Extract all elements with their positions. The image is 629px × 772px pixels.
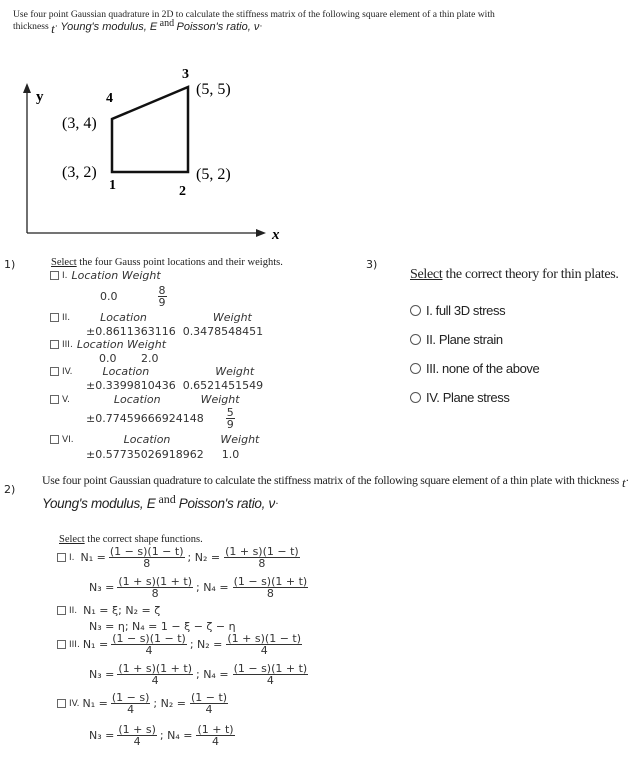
denominator: 4 (212, 735, 219, 748)
q2-option-i-row2 (89, 576, 308, 599)
q2-poisson: Poisson's ratio, ν (178, 496, 275, 511)
q1-option-i-label: I. (62, 270, 68, 281)
node-3-label: 3 (182, 67, 189, 82)
q1-option-iv-h-loc: Location (102, 365, 150, 378)
q1-option-v-weight (226, 407, 235, 430)
n3-fraction (117, 576, 193, 599)
n4-label: ; N₄ = (159, 729, 193, 742)
intro-thickness: thickness (13, 21, 49, 32)
n3-label: N₃ = (89, 729, 115, 742)
n3-label: N₃ = (89, 581, 115, 594)
q1-option-iv-label: IV. (62, 366, 73, 377)
q1-option-v-loc: ±0.77459666924148 (86, 412, 204, 425)
q2-option-ii-line1: N₁ = ξ; N₂ = ζ (83, 604, 161, 617)
node-2-coord: (5, 2) (196, 166, 231, 183)
q2-t-symbol: t (622, 475, 626, 490)
checkbox[interactable] (50, 395, 59, 404)
n1-fraction (109, 546, 185, 569)
n1-fraction (111, 692, 151, 715)
q2-youngs: Young's modulus, E (42, 496, 156, 511)
q2-option-ii-label: II. (69, 605, 78, 616)
q2-intro (42, 472, 629, 511)
q1-option-iv-values: ±0.3399810436 0.6521451549 (86, 379, 264, 392)
n2-fraction (190, 692, 228, 715)
q3-option-1-label: I. full 3D stress (426, 303, 506, 318)
q2-option-ii-row1[interactable] (57, 604, 160, 617)
numerator: (1 + s)(1 − t) (227, 632, 302, 645)
q1-option-i-header: Location Weight (71, 269, 161, 282)
numerator: (1 + s)(1 + t) (118, 662, 192, 675)
q1-option-v-h-w: Weight (200, 393, 240, 406)
numerator: (1 + s)(1 + t) (118, 575, 192, 588)
numerator: (1 − s) (111, 691, 150, 704)
q1-option-vi-h-loc: Location (123, 433, 171, 446)
q1-option-i-values (100, 285, 167, 308)
q3-prompt (410, 267, 619, 283)
n1-label: N₁ = (82, 697, 108, 710)
n4-label: ; N₄ = (196, 581, 229, 594)
n1-fraction (111, 633, 187, 656)
n4-fraction (196, 724, 234, 747)
q3-option-4[interactable] (410, 383, 539, 412)
q1-option-ii-values: ±0.8611363116 0.3478548451 (86, 325, 264, 338)
q3-select: Select (410, 267, 443, 282)
checkbox[interactable] (57, 640, 66, 649)
n2-fraction (224, 546, 300, 569)
n2-label: ; N₂ = (189, 638, 223, 651)
q1-option-iv[interactable] (50, 365, 254, 378)
checkbox[interactable] (57, 553, 66, 562)
intro-poisson: Poisson's ratio, ν (176, 21, 260, 33)
node-4-coord: (3, 4) (62, 115, 97, 132)
numerator: (1 − t) (190, 691, 228, 704)
q2-option-iv-label: IV. (69, 698, 80, 709)
intro-dot: · (54, 21, 58, 32)
q2-select: Select (59, 534, 85, 545)
node-2-label: 2 (179, 184, 186, 199)
q3-prompt-rest: the correct theory for thin plates. (442, 267, 619, 282)
q1-option-v-h-loc: Location (113, 393, 161, 406)
denominator: 4 (260, 644, 268, 657)
q1-prompt-rest: the four Gauss point locations and their weights. (76, 257, 283, 268)
checkbox[interactable] (50, 367, 59, 376)
radio[interactable] (410, 334, 421, 345)
q1-option-iv-h-w: Weight (215, 365, 255, 378)
q1-option-iii-label: III. (62, 339, 73, 350)
q2-option-ii-line2: N₃ = η; N₄ = 1 − ξ − ζ − η (89, 620, 236, 633)
q3-option-4-label: IV. Plane stress (426, 390, 510, 405)
n2-fraction (226, 633, 302, 656)
denominator: 8 (266, 587, 274, 600)
denominator: 9 (226, 418, 234, 431)
q1-option-ii-h-loc: Location (100, 311, 147, 324)
numerator: (1 + s) (118, 723, 156, 736)
q2-option-iii-row2 (89, 663, 308, 686)
intro-line1: Use four point Gaussian quadrature in 2D to calculate the stiffness matrix of the following square element of a thin plate with (13, 9, 495, 20)
q2-and: and (158, 492, 176, 506)
q1-option-ii-label: II. (62, 312, 71, 323)
q3-option-2[interactable] (410, 325, 539, 354)
q2-intro-line1: Use four point Gaussian quadrature to calculate the stiffness matrix of the following square element of a thin plate with thickness (42, 472, 620, 487)
radio[interactable] (410, 305, 421, 316)
denominator: 9 (158, 296, 166, 309)
q1-option-vi-w: 1.0 (221, 448, 240, 461)
checkbox[interactable] (57, 606, 66, 615)
intro-and: and (159, 18, 175, 29)
node-3-coord: (5, 5) (196, 81, 231, 98)
intro-youngs: Young's modulus, E (60, 21, 158, 33)
intro-t-symbol: t (51, 21, 55, 36)
checkbox[interactable] (50, 271, 59, 280)
q2-option-i-label: I. (69, 552, 75, 563)
q1-option-i-loc: 0.0 (100, 290, 118, 303)
q1-option-v[interactable] (50, 393, 240, 406)
q2-option-i-row1[interactable] (57, 546, 300, 569)
checkbox[interactable] (50, 340, 59, 349)
q2-option-iv-row2 (89, 724, 235, 747)
numerator: 8 (158, 284, 166, 297)
radio[interactable] (410, 363, 421, 374)
q2-dot: · (625, 472, 629, 487)
q1-option-vi-values (86, 448, 239, 461)
numerator: (1 − s)(1 − t) (112, 632, 186, 645)
q1-option-v-label: V. (62, 394, 70, 405)
q3-options (410, 296, 539, 412)
numerator: 5 (226, 406, 234, 419)
n2-label: ; N₂ = (153, 697, 186, 710)
q1-option-vi-label: VI. (62, 434, 74, 445)
y-label: y (36, 89, 44, 105)
checkbox[interactable] (50, 435, 59, 444)
n3-fraction (117, 663, 193, 686)
checkbox[interactable] (50, 313, 59, 322)
q3-option-2-label: II. Plane strain (426, 332, 503, 347)
n4-fraction (233, 663, 309, 686)
n1-label: N₁ = (82, 638, 109, 651)
q2-prompt-rest: the correct shape functions. (84, 534, 203, 545)
denominator: 8 (258, 557, 266, 570)
q2-prompt (59, 534, 203, 545)
q1-option-v-values (86, 407, 235, 430)
intro-nu-dot: · (259, 21, 263, 32)
denominator: 4 (205, 703, 213, 716)
numerator: (1 − s)(1 + t) (233, 662, 308, 675)
intro-text (13, 9, 613, 36)
denominator: 4 (145, 644, 153, 657)
x-label: x (272, 227, 280, 243)
q1-select: Select (51, 257, 77, 268)
q3-option-1[interactable] (410, 296, 539, 325)
q3-number: 3) (366, 258, 378, 271)
q1-number: 1) (4, 258, 16, 271)
denominator: 4 (266, 674, 274, 687)
q1-prompt (51, 257, 283, 268)
numerator: (1 + t) (197, 723, 234, 736)
q1-option-i-weight (158, 285, 167, 308)
q2-option-iii-label: III. (69, 639, 80, 650)
denominator: 8 (143, 557, 151, 570)
numerator: (1 + s)(1 − t) (225, 545, 299, 558)
q1-option-iii-values: 0.0 2.0 (99, 352, 159, 365)
n4-label: ; N₄ = (196, 668, 229, 681)
element-figure (0, 55, 300, 243)
numerator: (1 − s)(1 + t) (233, 575, 308, 588)
n2-label: ; N₂ = (187, 551, 221, 564)
denominator: 4 (133, 735, 141, 748)
n3-label: N₃ = (89, 668, 115, 681)
denominator: 4 (151, 674, 159, 687)
n1-label: N₁ = (80, 551, 106, 564)
q3-option-3[interactable] (410, 354, 539, 383)
node-1-label: 1 (109, 178, 116, 193)
q1-option-ii[interactable] (50, 311, 252, 324)
q1-option-iii[interactable] (50, 338, 166, 351)
q1-option-vi-loc: ±0.57735026918962 (86, 448, 204, 461)
q1-option-vi[interactable] (50, 433, 259, 446)
q2-number: 2) (4, 483, 16, 496)
q1-option-iii-header: Location Weight (76, 338, 167, 351)
q1-option-i[interactable] (50, 269, 161, 282)
n3-fraction (117, 724, 157, 747)
checkbox[interactable] (57, 699, 66, 708)
y-axis-arrow (23, 83, 31, 93)
denominator: 8 (151, 587, 159, 600)
denominator: 4 (127, 703, 135, 716)
q1-option-ii-h-w: Weight (212, 311, 252, 324)
radio[interactable] (410, 392, 421, 403)
q1-option-vi-h-w: Weight (220, 433, 260, 446)
q3-option-3-label: III. none of the above (426, 361, 540, 376)
n4-fraction (233, 576, 309, 599)
q2-option-iv-row1[interactable] (57, 692, 228, 715)
node-4-label: 4 (106, 91, 113, 106)
q2-nu-dot: · (274, 496, 279, 510)
quad-element (112, 87, 188, 172)
node-1-coord: (3, 2) (62, 164, 97, 181)
q2-option-iii-row1[interactable] (57, 633, 302, 656)
numerator: (1 − s)(1 − t) (109, 545, 184, 558)
x-axis-arrow (256, 229, 266, 237)
